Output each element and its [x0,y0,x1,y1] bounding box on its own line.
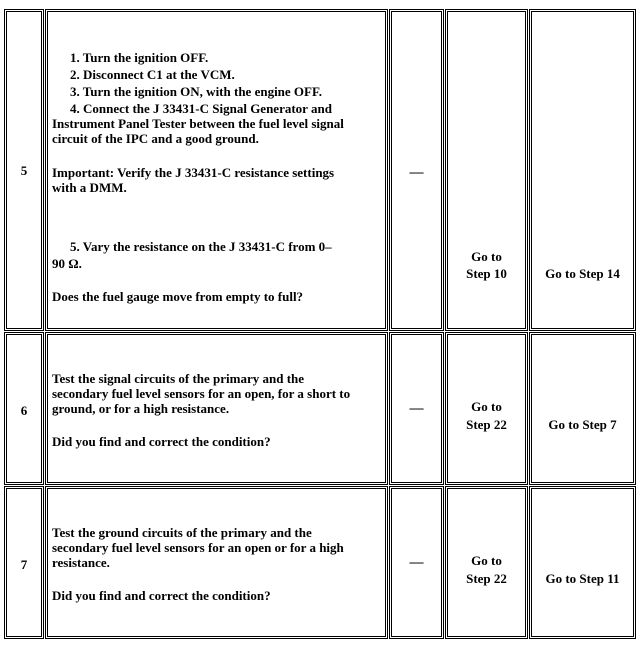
yes-goto-step: Step 22 [466,571,507,586]
table-row-step-7 [4,486,636,639]
action-line: Test the ground circuits of the primary and the [52,525,312,540]
no-cell [529,486,636,639]
action-cell [45,486,388,639]
yes-cell [445,9,528,331]
important-note: with a DMM. [52,180,127,195]
step-number-cell [4,9,44,331]
step-number-cell [4,486,44,639]
yes-goto-step: Step 10 [466,266,507,281]
no-cell [529,9,636,331]
yes-goto: Go to [471,399,502,414]
no-goto-step: Go to Step 7 [548,417,617,432]
yes-goto: Go to [471,553,502,568]
action-line: Instrument Panel Tester between the fuel level signal [52,116,344,131]
yes-cell [445,332,528,485]
step-number: 5 [20,163,28,178]
action-question: Did you find and correct the condition? [52,434,271,449]
value-cell [389,9,444,331]
action-line: 3. Turn the ignition ON, with the engine OFF. [70,84,322,99]
value-dash: — [409,555,424,570]
no-goto-step: Go to Step 14 [545,266,620,281]
action-line: secondary fuel level sensors for an open, for a short to [52,386,351,401]
action-line: ground, or for a high resistance. [52,401,230,416]
step-number-cell [4,332,44,485]
no-cell [529,332,636,485]
value-dash: — [409,165,424,180]
value-cell [389,486,444,639]
action-line: 2. Disconnect C1 at the VCM. [70,67,235,82]
no-goto-step: Go to Step 11 [545,571,620,586]
table-row-step-5 [4,9,636,331]
value-dash: — [409,401,424,416]
action-line: resistance. [52,555,110,570]
action-cell [45,332,388,485]
action-line: 4. Connect the J 33431-C Signal Generator and [70,101,332,116]
step-number: 7 [20,557,28,572]
action-line: circuit of the IPC and a good ground. [52,131,259,146]
action-line: 5. Vary the resistance on the J 33431-C from 0– [70,239,332,254]
yes-goto: Go to [471,249,502,264]
action-question: Did you find and correct the condition? [52,588,271,603]
action-line: 1. Turn the ignition OFF. [70,50,209,65]
action-line: Test the signal circuits of the primary and the [52,371,305,386]
table-row-step-6 [4,332,636,485]
action-question: Does the fuel gauge move from empty to full? [52,289,304,304]
action-line: secondary fuel level sensors for an open or for a high [52,540,344,555]
action-line: 90 Ω. [52,256,82,271]
important-note: Important: Verify the J 33431-C resistance settings [52,165,335,180]
step-number: 6 [20,403,28,418]
value-cell [389,332,444,485]
yes-goto-step: Step 22 [466,417,507,432]
yes-cell [445,486,528,639]
action-cell [45,9,388,331]
